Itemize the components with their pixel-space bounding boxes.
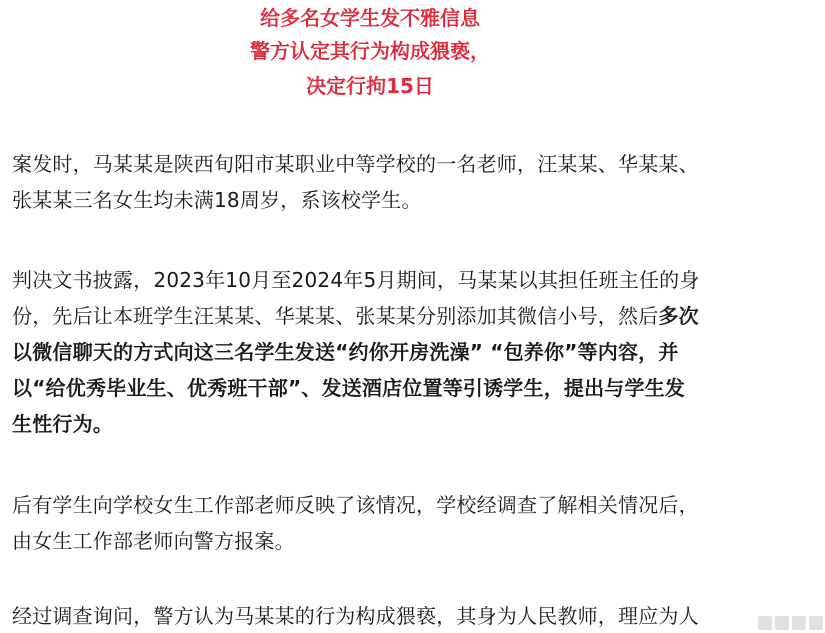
paragraph-line: 案发时，马某某是陕西旬阳市某职业中等学校的一名老师，汪某某、华某某、 bbox=[12, 152, 699, 176]
emphasized-line: 以“给优秀毕业生、优秀班干部”、发送酒店位置等引诱学生，提出与学生发 bbox=[12, 376, 686, 400]
paragraph-line: 张某某三名女生均未满18周岁，系该校学生。 bbox=[12, 188, 422, 212]
watermark-block bbox=[809, 616, 823, 630]
paragraph-line: 经过调查询问，警方认为马某某的行为构成猥亵，其身为人民教师，理应为人 bbox=[12, 604, 699, 628]
paragraph-line: 由女生工作部老师向警方报案。 bbox=[12, 529, 295, 553]
paragraph-line: 判决文书披露，2023年10月至2024年5月期间，马某某以其担任班主任的身 bbox=[12, 268, 700, 292]
emphasized-line: 生性行为。 bbox=[12, 412, 113, 436]
watermark-block bbox=[792, 616, 806, 630]
emphasized-text: 多次 bbox=[658, 304, 699, 328]
headline-line-1: 给多名女学生发不雅信息 bbox=[260, 6, 480, 30]
paragraph-text: 份，先后让本班学生汪某某、华某某、张某某分别添加其微信小号，然后 bbox=[12, 304, 659, 328]
paragraph-line: 后有学生向学校女生工作部老师反映了该情况，学校经调查了解相关情况后， bbox=[12, 493, 699, 517]
paragraph-police-finding bbox=[12, 598, 820, 633]
paragraph-judgment-details bbox=[12, 262, 820, 442]
watermark-block bbox=[775, 616, 789, 630]
watermark-block bbox=[758, 616, 772, 630]
headline-line-2: 警方认定其行为构成猥亵， bbox=[250, 39, 490, 63]
paragraph-report bbox=[12, 487, 820, 559]
headline-line-3: 决定行拘15日 bbox=[306, 74, 434, 98]
paragraph-case-background bbox=[12, 146, 820, 218]
emphasized-line: 以微信聊天的方式向这三名学生发送“约你开房洗澡” “包养你”等内容，并 bbox=[12, 340, 679, 364]
watermark bbox=[723, 613, 823, 633]
paragraph-line bbox=[12, 298, 820, 334]
